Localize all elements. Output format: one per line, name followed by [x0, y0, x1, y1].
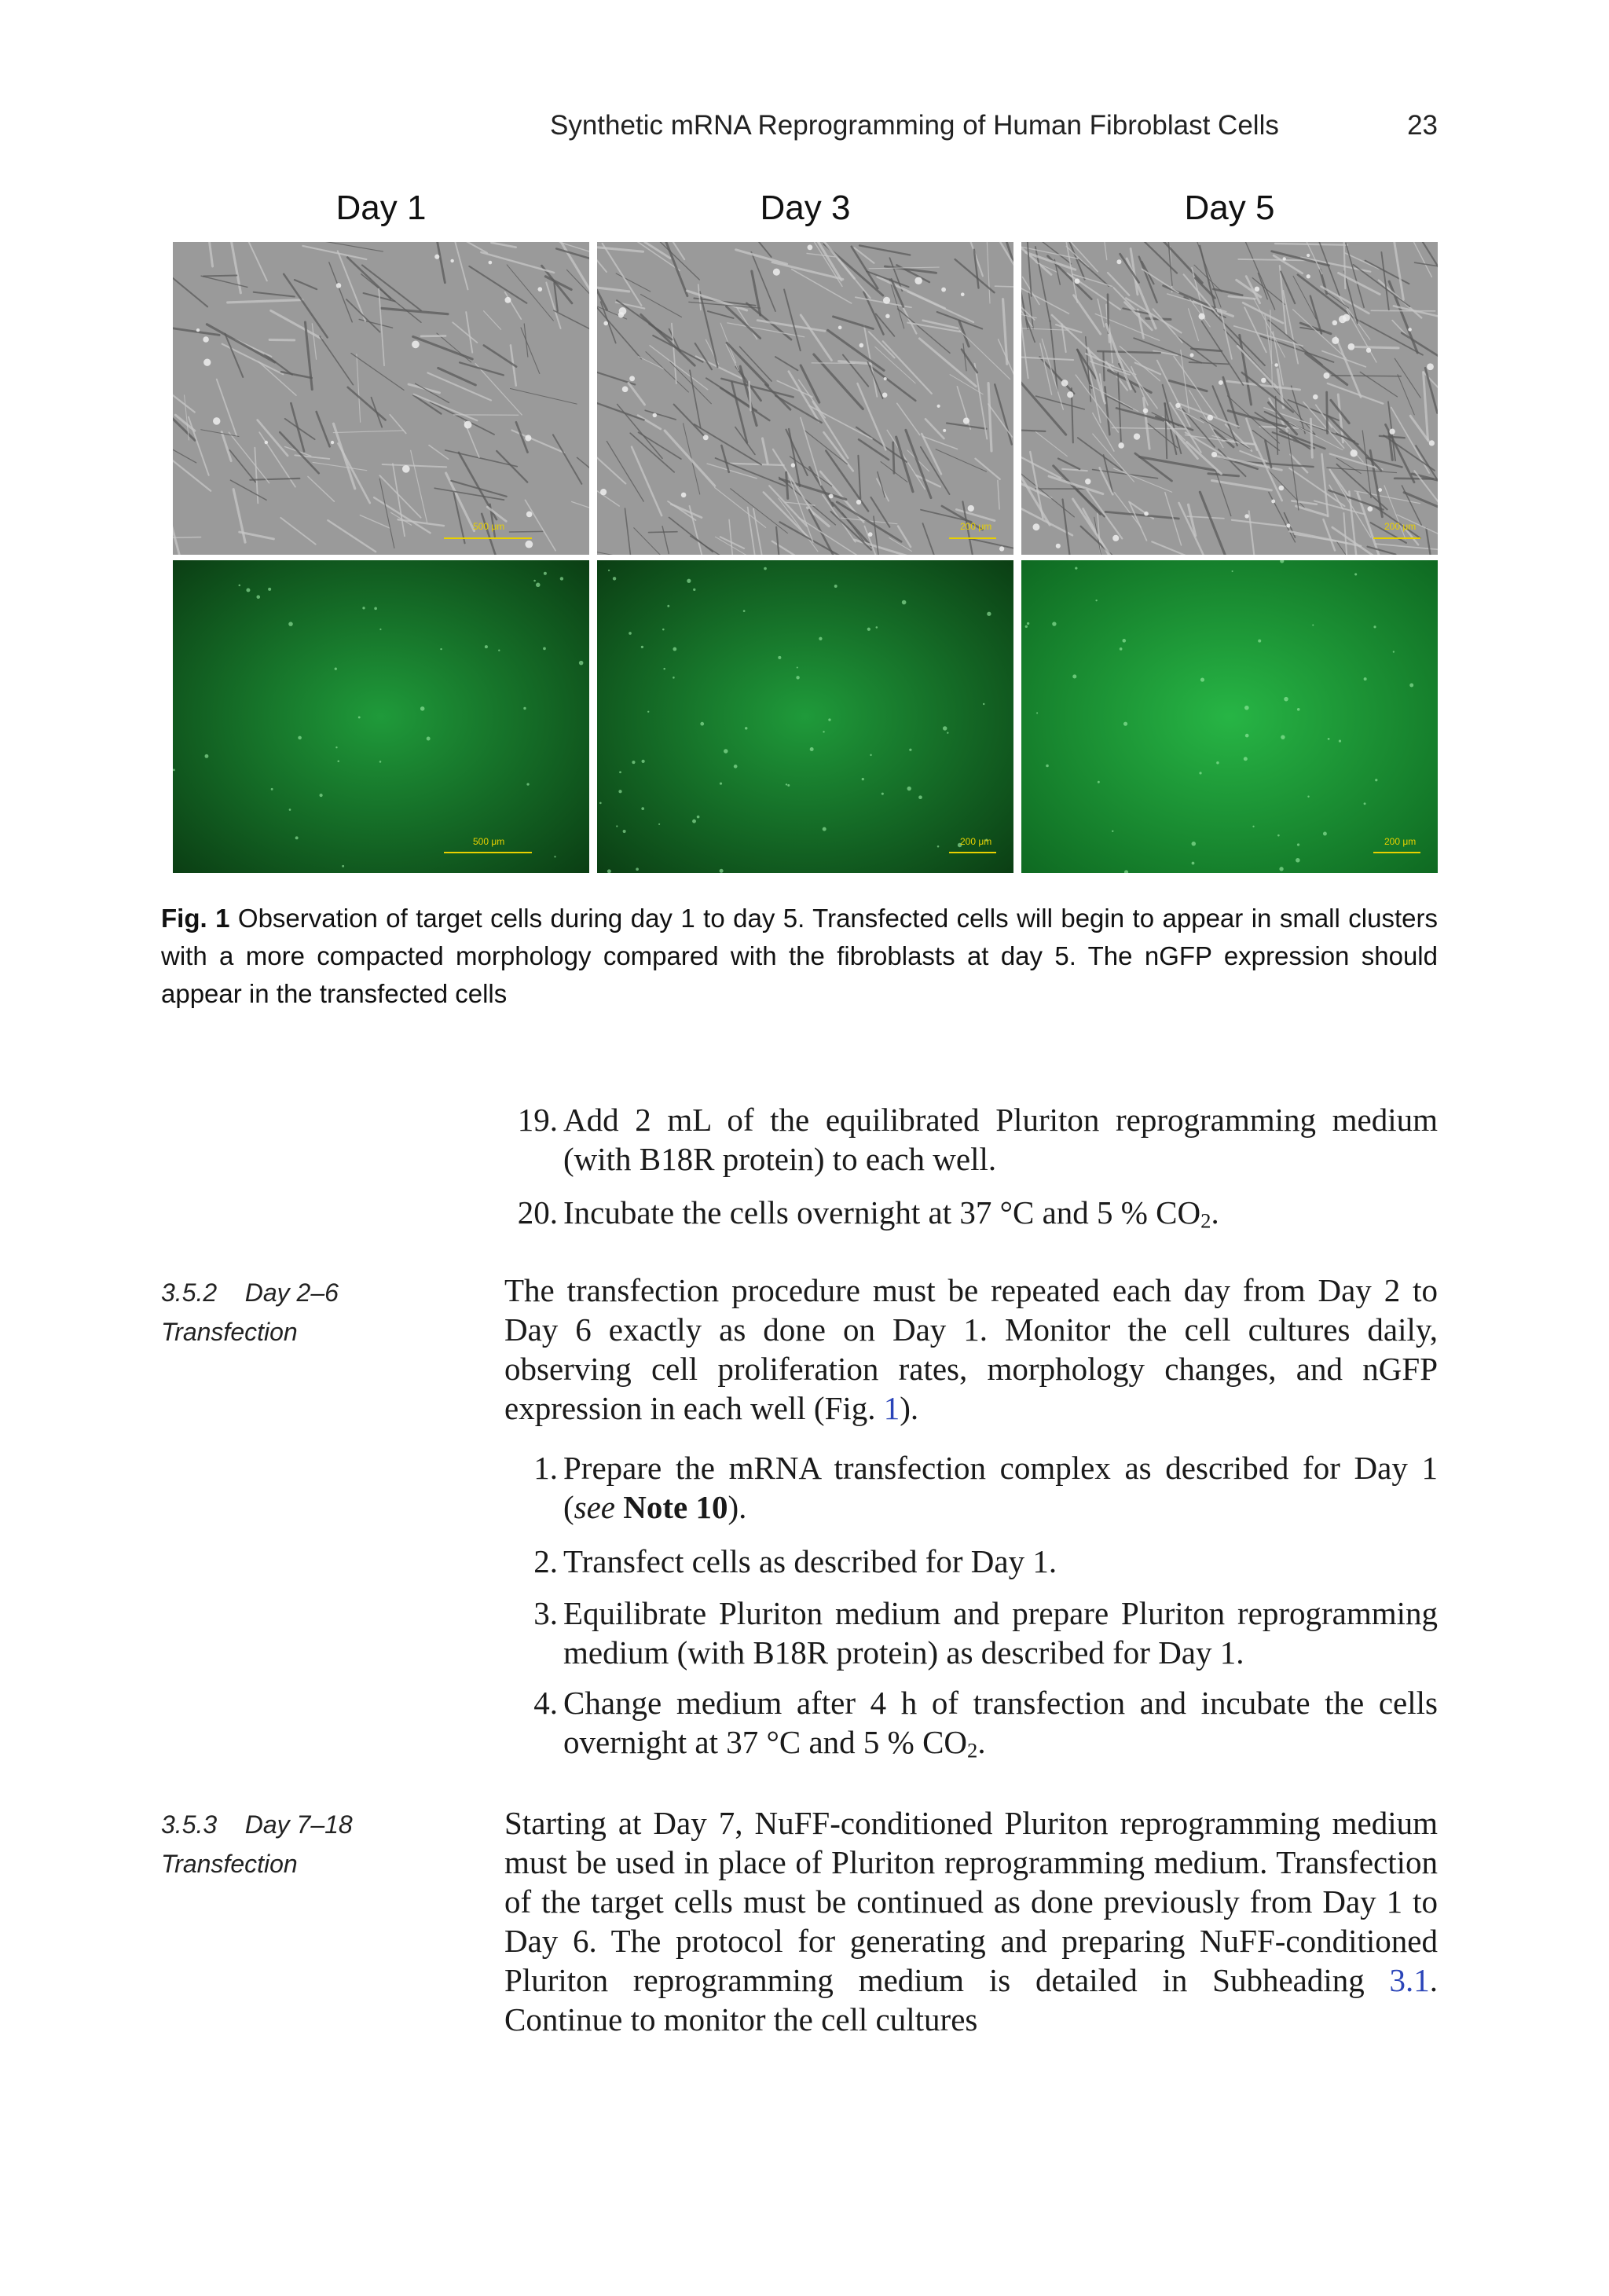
scale-bar-label: 500 μm	[473, 521, 505, 532]
section-3-5-3-paragraph: Starting at Day 7, NuFF-conditioned Pluriton reprogramming medium must be used in place of Pluriton reprogramming medium. Transfection of the target cells must be continued as done previously from Day 1 to Day 6. The protocol for generating and preparing NuFF-conditioned Pluriton reprogramming medium is detailed in Subheading 3.1. Continue to monitor the cell cultures	[504, 1805, 1438, 2037]
page-number: 23	[1407, 110, 1438, 141]
scale-bar-label: 200 μm	[960, 836, 992, 847]
scale-bar-label: 500 μm	[473, 836, 505, 847]
day-label-1: Day 1	[335, 189, 427, 227]
list-number: 3.	[533, 1595, 558, 1631]
section-number: 3.5.2	[161, 1278, 218, 1307]
see-italic: see	[574, 1489, 616, 1525]
running-title: Synthetic mRNA Reprogramming of Human Fibroblast Cells	[550, 110, 1279, 141]
section-3-5-2-paragraph: The transfection procedure must be repeated each day from Day 2 to Day 6 exactly as done on Day 1. Monitor the cell cultures daily, observing cell proliferation rates, morphology changes, and nGFP expression in each well (Fig. 1).	[504, 1272, 1438, 1426]
phase-contrast-day-3	[597, 242, 1013, 555]
scale-bar-line	[444, 537, 532, 539]
scale-bar-line	[1373, 537, 1420, 539]
list-number: 20.	[517, 1194, 558, 1231]
section-heading-3-5-3	[161, 1805, 420, 1883]
section-title-line2: Transfection	[161, 1850, 298, 1878]
fluorescence-day-5	[1021, 560, 1438, 873]
note-reference[interactable]: Note 10	[623, 1489, 728, 1525]
phase-contrast-day-1	[173, 242, 589, 555]
list-text: Change medium after 4 h of transfection and incubate the cells overnight at 37 °C and 5 % $CO_2$.	[563, 1685, 1438, 1762]
scale-bar-line	[949, 852, 996, 853]
list-number: 1.	[533, 1450, 558, 1486]
day-label-3: Day 3	[760, 189, 851, 227]
list-item	[504, 1542, 1438, 1581]
list-text: Prepare the mRNA transfection complex as described for Day 1 (see Note 10).	[563, 1450, 1438, 1525]
subheading-reference-link[interactable]: 3.1	[1389, 1962, 1430, 1998]
section-title: Day 2–6	[244, 1278, 339, 1307]
figure-1	[0, 0, 1609, 880]
list-text: Incubate the cells overnight at 37 °C and 5 % $CO_2$.	[563, 1194, 1219, 1233]
list-item	[504, 1100, 1438, 1179]
figure-label: Fig. 1	[161, 904, 230, 933]
list-text: Transfect cells as described for Day 1.	[563, 1543, 1057, 1579]
figure-caption	[161, 900, 1438, 1013]
list-number: 4.	[533, 1685, 558, 1721]
scale-bar-label: 200 μm	[1384, 521, 1417, 532]
list-number: 2.	[533, 1543, 558, 1579]
scale-bar-label: 200 μm	[960, 521, 992, 532]
list-number: 19.	[517, 1102, 558, 1138]
section-number: 3.5.3	[161, 1810, 218, 1839]
scale-bar-line	[1373, 852, 1420, 853]
list-text: Add 2 mL of the equilibrated Pluriton reprogramming medium (with B18R protein) to each well.	[563, 1102, 1438, 1177]
scale-bar-line	[444, 852, 532, 853]
figure-reference-link[interactable]: 1	[883, 1390, 900, 1426]
list-item	[504, 1193, 1438, 1232]
day-label-5: Day 5	[1184, 189, 1275, 227]
scale-bar-line	[949, 537, 996, 539]
caption-text: Observation of target cells during day 1 to day 5. Transfected cells will begin to appear in small clusters with a more compacted morphology compared with the fibroblasts at day 5. The nGFP expression should appear in the transfected cells	[161, 904, 1438, 1008]
section-title: Day 7–18	[244, 1810, 353, 1839]
scale-bar-label: 200 μm	[1384, 836, 1417, 847]
list-item	[504, 1683, 1438, 1762]
fluorescence-day-3	[597, 560, 1013, 873]
section-heading-3-5-2	[161, 1273, 420, 1352]
fluorescence-day-1	[173, 560, 589, 873]
list-item	[504, 1448, 1438, 1527]
list-item	[504, 1594, 1438, 1672]
phase-contrast-day-5	[1021, 242, 1438, 555]
list-text: Equilibrate Pluriton medium and prepare Pluriton reprogramming medium (with B18R protein) as described for Day 1.	[563, 1595, 1438, 1671]
section-title-line2: Transfection	[161, 1318, 298, 1346]
